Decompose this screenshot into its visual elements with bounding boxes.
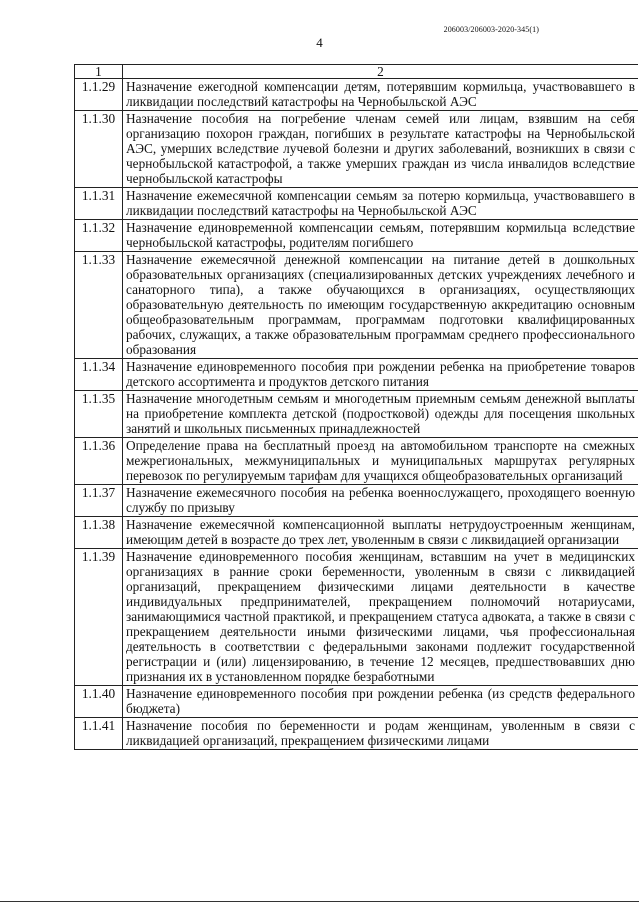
service-description: Назначение единовременного пособия при рождении ребенка на приобретение товаров детского ассортимента и продуктов детского питания — [123, 359, 639, 391]
service-description: Назначение пособия на погребение членам семей или лицам, взявшим на себя организацию похорон граждан, погибших в результате катастрофы на Чернобыльской АЭС, умерших вследствие лучевой болезни и других заболеваний, возникших в связи с чернобыльской катастрофой, а также умерших граждан из числа инвалидов вследствие чернобыльской катастрофы — [123, 111, 639, 188]
row-number: 1.1.34 — [75, 359, 123, 391]
table-row — [75, 517, 639, 549]
column-header-name: 2 — [123, 65, 639, 79]
service-description: Назначение пособия по беременности и родам женщинам, уволенным в связи с ликвидацией организаций, прекращением физическими лицами — [123, 718, 639, 750]
row-number: 1.1.39 — [75, 549, 123, 686]
table-row — [75, 220, 639, 252]
table-row — [75, 252, 639, 359]
service-description: Назначение ежемесячной компенсационной выплаты нетрудоустроенным женщинам, имеющим детей в возрасте до трех лет, уволенным в связи с ликвидацией организации — [123, 517, 639, 549]
service-description: Назначение ежемесячной денежной компенсации на питание детей в дошкольных образовательных организациях (специализированных детских учреждениях лечебного и санаторного типа), а также обучающихся в организациях, осуществляющих образовательную деятельность по имеющим государственную аккредитацию основным общеобразовательным программам, программам подготовки квалифицированных рабочих, служащих, а также образовательным программам среднего профессионального образования — [123, 252, 639, 359]
service-description: Назначение ежемесячного пособия на ребенка военнослужащего, проходящего военную службу по призыву — [123, 485, 639, 517]
row-number: 1.1.30 — [75, 111, 123, 188]
service-description: Назначение единовременного пособия женщинам, вставшим на учет в медицинских организациях в ранние сроки беременности, уволенным в связи с ликвидацией организаций, прекращением физическими лицами деятельности в качестве индивидуальных предпринимателей, прекращением полномочий нотариусами, занимающимися частной практикой, и прекращением статуса адвоката, а также в связи с прекращением деятельности иными физическими лицами, чья профессиональная деятельность в соответствии с федеральными законами подлежит государственной регистрации и (или) лицензированию, в течение 12 месяцев, предшествовавших дню признания их в установленном порядке безработными — [123, 549, 639, 686]
service-description: Определение права на бесплатный проезд на автомобильном транспорте на смежных межрегиональных, межмуниципальных и муниципальных маршрутах регулярных перевозок по регулируемым тарифам для учащихся общеобразовательных организаций — [123, 438, 639, 485]
table-row — [75, 686, 639, 718]
row-number: 1.1.41 — [75, 718, 123, 750]
row-number: 1.1.40 — [75, 686, 123, 718]
service-description: Назначение ежемесячной компенсации семьям за потерю кормильца, участвовавшего в ликвидации последствий катастрофы на Чернобыльской АЭС — [123, 188, 639, 220]
page-bottom-border — [0, 901, 639, 902]
page-number: 4 — [316, 35, 323, 50]
table-row — [75, 111, 639, 188]
row-number: 1.1.38 — [75, 517, 123, 549]
row-number: 1.1.29 — [75, 79, 123, 111]
table-row — [75, 485, 639, 517]
table-header-row — [75, 65, 639, 79]
table-row — [75, 359, 639, 391]
row-number: 1.1.33 — [75, 252, 123, 359]
table-row — [75, 718, 639, 750]
service-description: Назначение единовременной компенсации семьям, потерявшим кормильца вследствие чернобыльской катастрофы, родителям погибшего — [123, 220, 639, 252]
column-header-number: 1 — [75, 65, 123, 79]
table-row — [75, 188, 639, 220]
service-description: Назначение ежегодной компенсации детям, потерявшим кормильца, участвовавшего в ликвидации последствий катастрофы на Чернобыльской АЭС — [123, 79, 639, 111]
row-number: 1.1.37 — [75, 485, 123, 517]
service-description: Назначение единовременного пособия при рождении ребенка (из средств федерального бюджета) — [123, 686, 639, 718]
row-number: 1.1.32 — [75, 220, 123, 252]
row-number: 1.1.31 — [75, 188, 123, 220]
services-table — [74, 64, 638, 750]
service-description: Назначение многодетным семьям и многодетным приемным семьям денежной выплаты на приобретение комплекта детской (подростковой) одежды для посещения школьных занятий и школьных письменных принадлежностей — [123, 391, 639, 438]
table-row — [75, 549, 639, 686]
row-number: 1.1.35 — [75, 391, 123, 438]
table-row — [75, 438, 639, 485]
document-number: 206003/206003-2020-345(1) — [443, 25, 539, 34]
table-row — [75, 391, 639, 438]
row-number: 1.1.36 — [75, 438, 123, 485]
table-row — [75, 79, 639, 111]
